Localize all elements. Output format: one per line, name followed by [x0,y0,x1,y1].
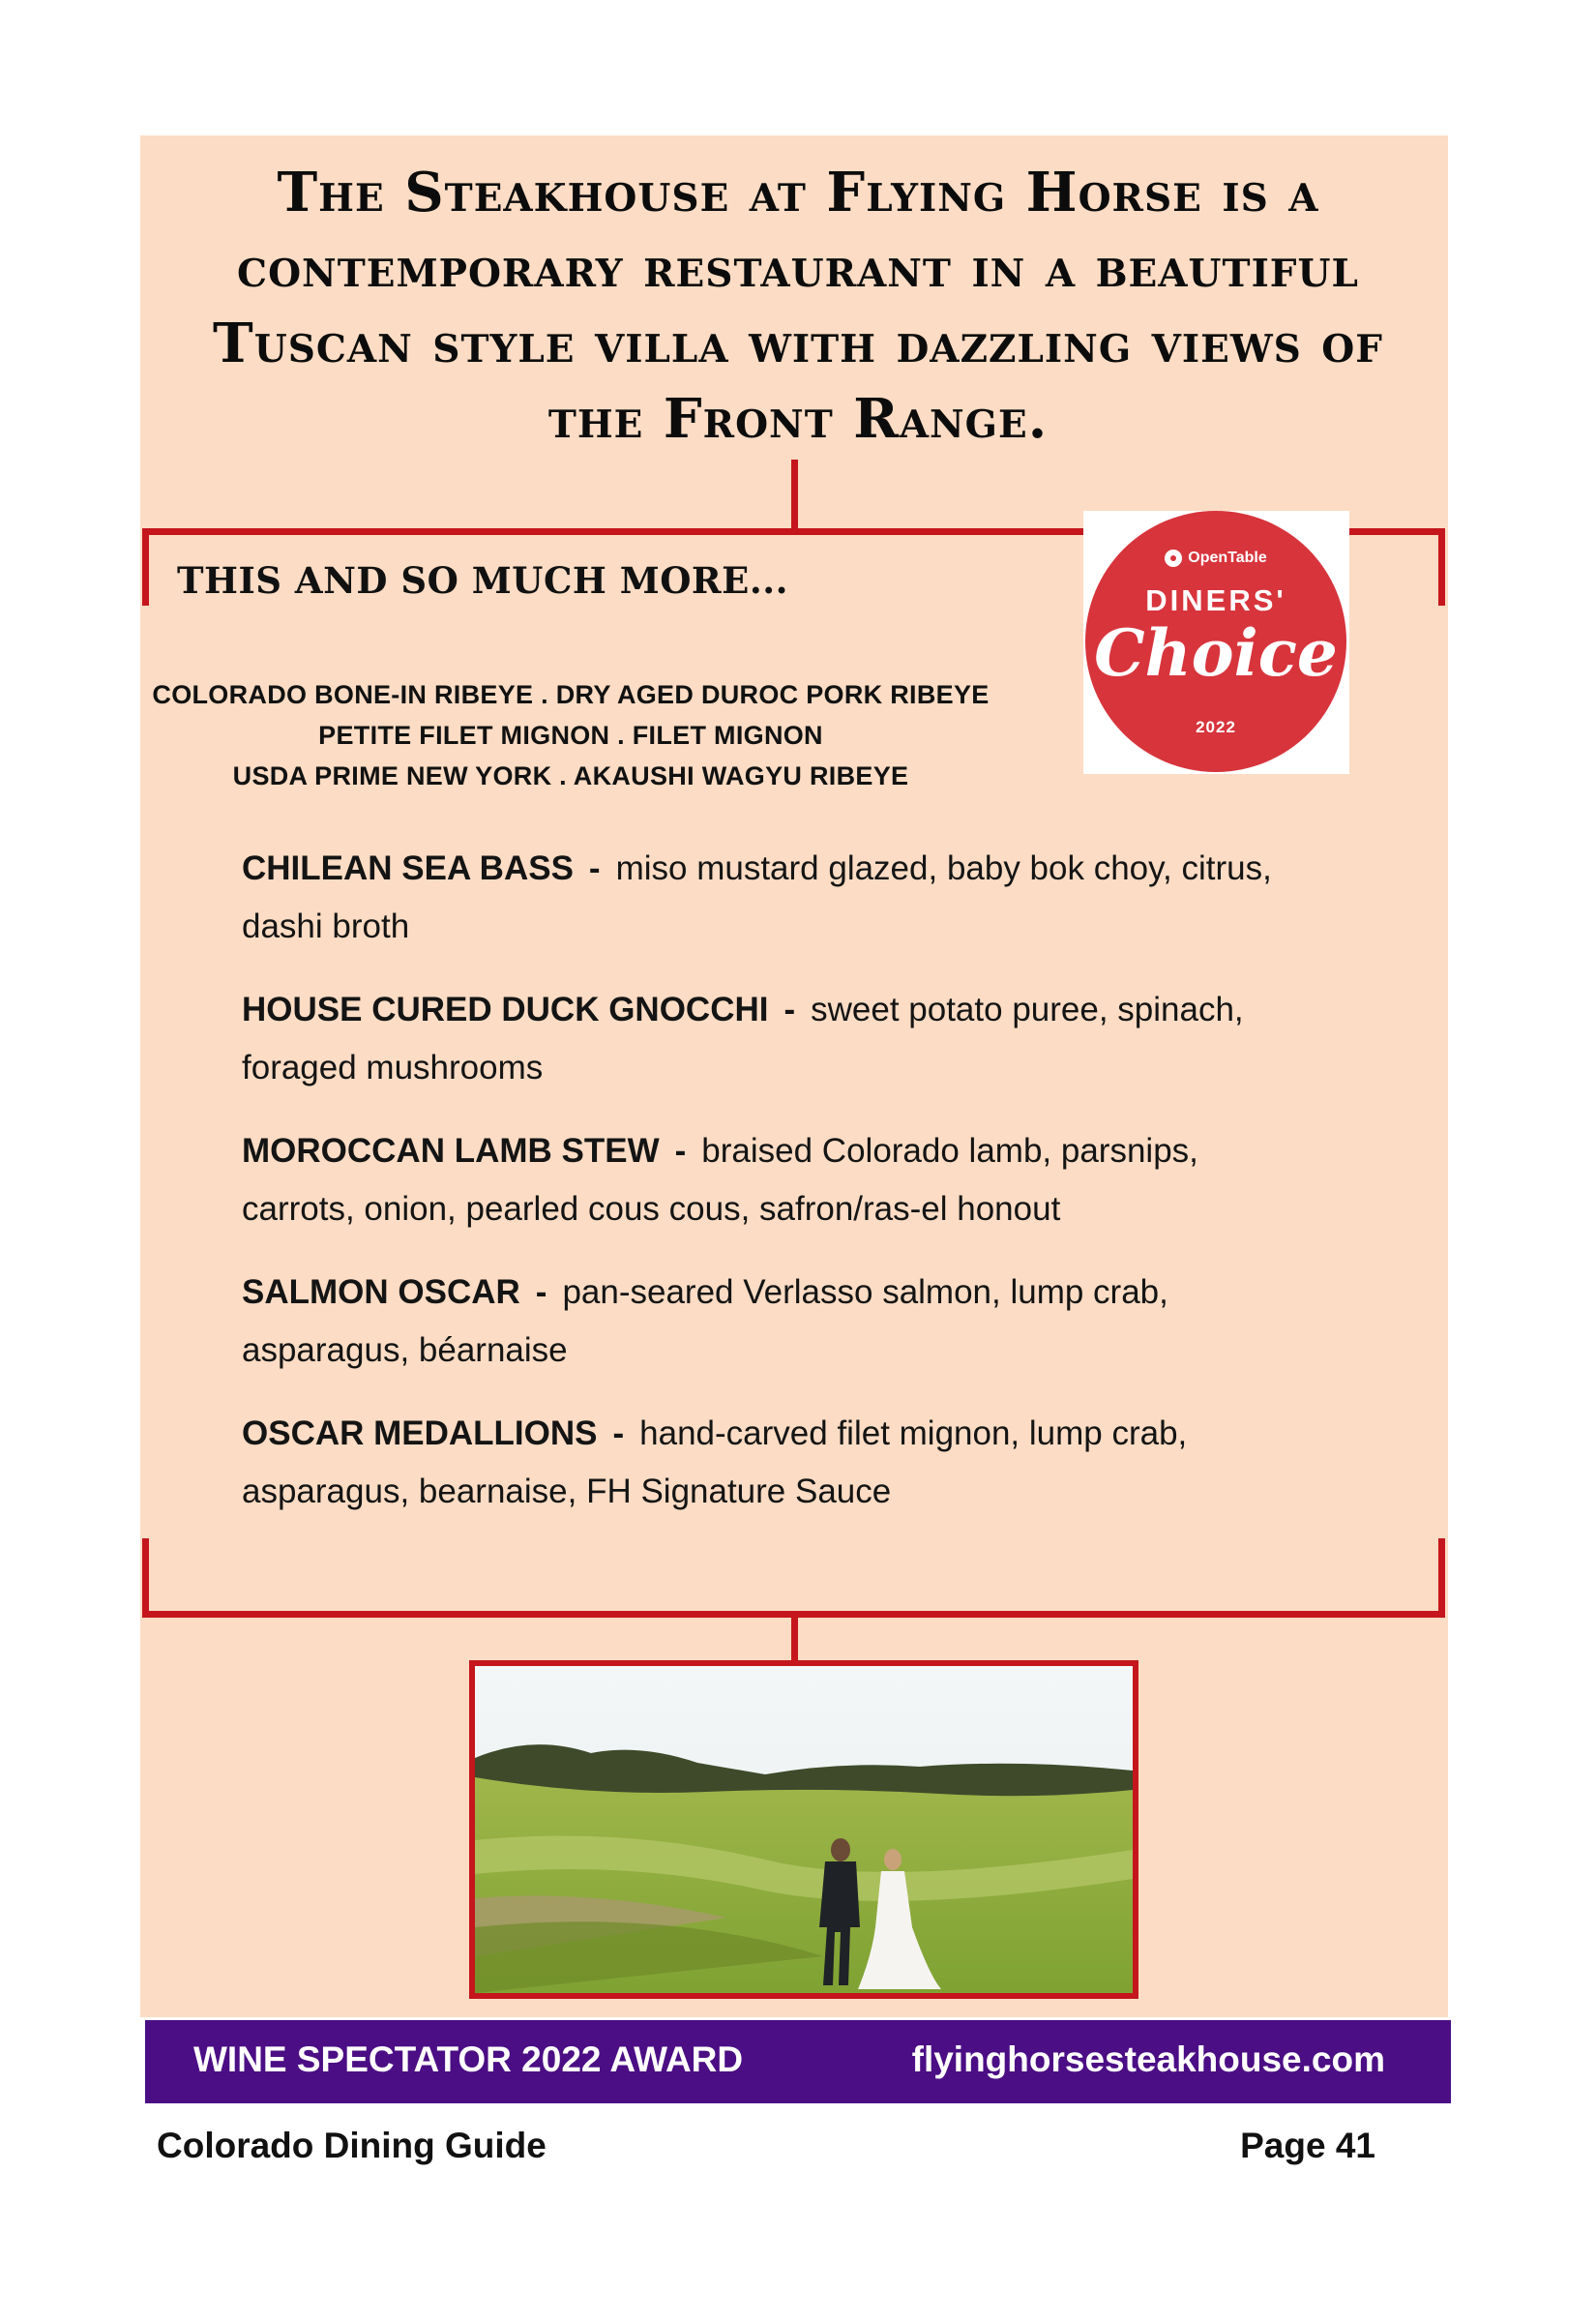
headline: The Steakhouse at Flying Horse is a contemporary restaurant in a beautiful Tuscan style villa with dazzling views of the Front Range. [213,161,1383,451]
bottom-connector [791,1614,798,1660]
dish-separator: - [783,991,796,1028]
cuts-line: COLORADO BONE-IN RIBEYE . DRY AGED DUROC PORK RIBEYE [152,680,990,709]
top-bracket-right-tick [1438,528,1445,606]
award-text: WINE SPECTATOR 2022 AWARD [193,2039,744,2079]
dish-description: braised Colorado lamb, parsnips, carrots, onion, pearled cous cous, safron/ras-el honout [242,1132,1198,1228]
diners-choice-badge [1085,511,1346,772]
dish-description: pan-seared Verlasso salmon, lump crab, asparagus, béarnaise [242,1273,1168,1369]
badge-year: 2022 [1196,718,1236,736]
badge-brand: OpenTable [1188,550,1267,567]
opentable-logo [1085,550,1346,567]
dish-item [242,1122,1315,1238]
dish-separator: - [674,1132,687,1170]
award-bar [145,2020,1451,2103]
badge-line2: Choice [1094,615,1338,691]
top-bracket-line [142,528,1085,535]
top-bracket-line-right [1349,528,1445,535]
dish-separator: - [535,1273,547,1311]
dish-item [242,981,1315,1097]
steak-cuts-list [145,674,996,796]
dish-item [242,1405,1315,1521]
page-number: Page 41 [1240,2126,1375,2165]
dish-name: MOROCCAN LAMB STEW [242,1132,660,1170]
dish-name: CHILEAN SEA BASS [242,849,574,887]
wedding-couple-photo [469,1660,1138,1999]
website-link[interactable]: flyinghorsesteakhouse.com [911,2039,1385,2079]
dish-name: SALMON OSCAR [242,1273,520,1311]
top-connector [791,460,798,532]
golf-course-landscape [475,1666,1133,1993]
section-heading: THIS AND SO MUCH MORE... [177,559,789,602]
dish-list [242,840,1315,1546]
dish-description: sweet potato puree, spinach, foraged mushrooms [242,991,1244,1087]
dish-name: OSCAR MEDALLIONS [242,1414,598,1452]
dish-separator: - [612,1414,625,1452]
dish-item [242,1264,1315,1380]
cuts-line: USDA PRIME NEW YORK . AKAUSHI WAGYU RIBEYE [232,761,909,790]
dish-name: HOUSE CURED DUCK GNOCCHI [242,991,769,1028]
dish-item [242,840,1315,956]
badge-line1: DINERS' [1145,583,1286,617]
top-bracket-left-tick [142,528,149,606]
cuts-line: PETITE FILET MIGNON . FILET MIGNON [318,721,823,750]
dish-description: miso mustard glazed, baby bok choy, citrus, dashi broth [242,849,1272,945]
opentable-icon [1165,550,1182,567]
dish-description: hand-carved filet mignon, lump crab, asparagus, bearnaise, FH Signature Sauce [242,1414,1188,1510]
dish-separator: - [588,849,601,887]
publication-name: Colorado Dining Guide [157,2126,547,2165]
bottom-bracket-right-tick [1438,1538,1445,1618]
bottom-bracket-left-tick [142,1538,149,1618]
